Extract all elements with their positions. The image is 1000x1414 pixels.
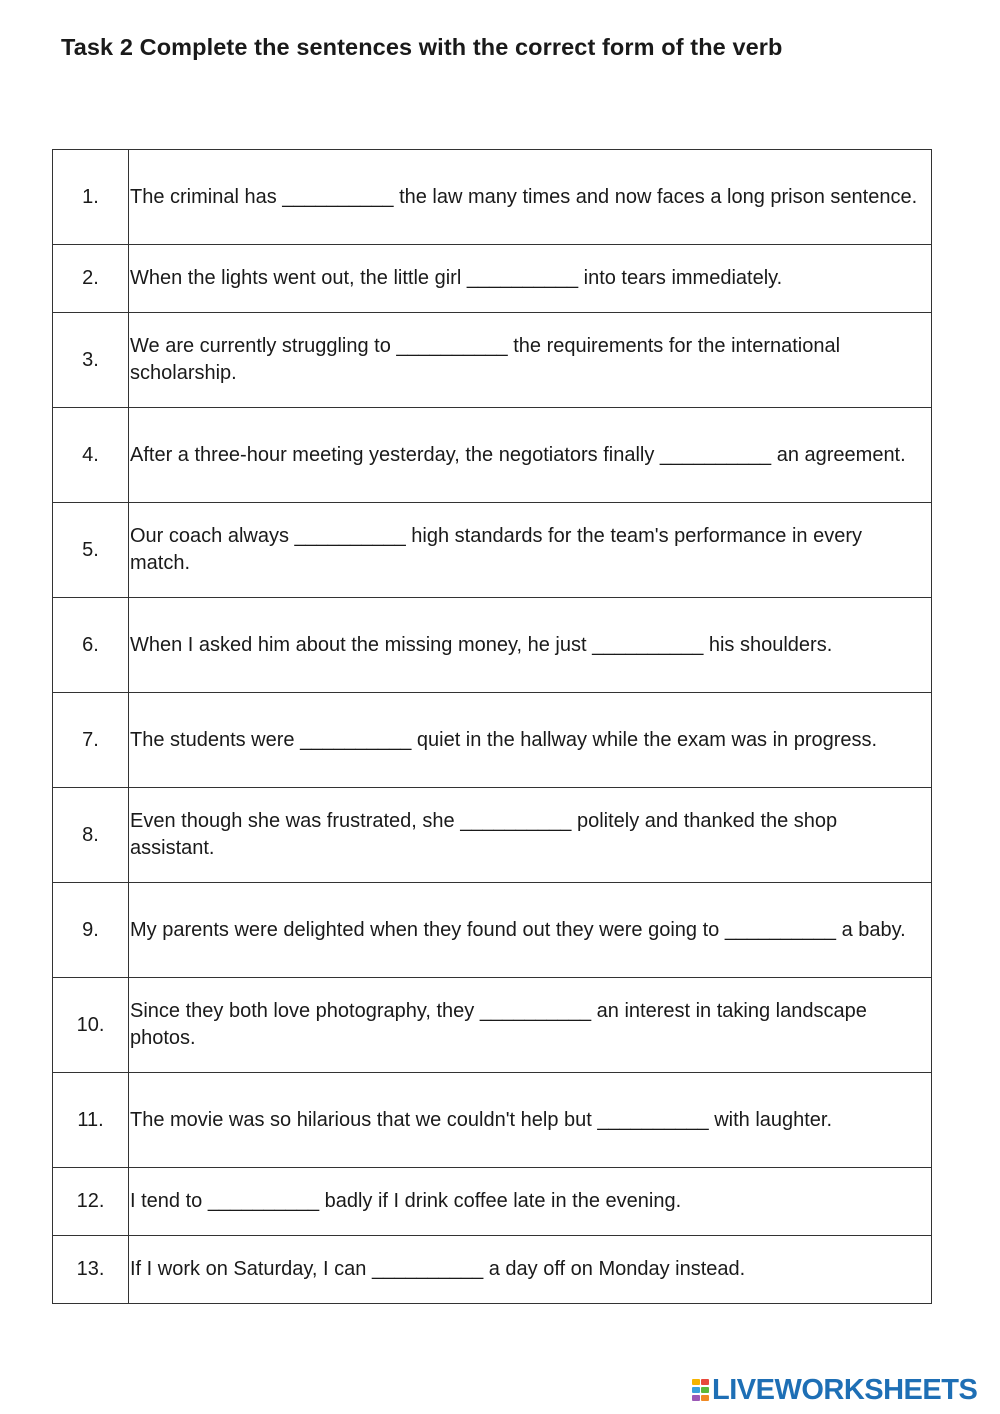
item-number: 3. bbox=[53, 313, 129, 408]
table-row bbox=[53, 788, 932, 883]
table-row bbox=[53, 150, 932, 245]
item-number: 13. bbox=[53, 1236, 129, 1304]
item-sentence: My parents were delighted when they found out they were going to __________ a baby. bbox=[129, 883, 932, 978]
item-sentence: I tend to __________ badly if I drink coffee late in the evening. bbox=[129, 1168, 932, 1236]
item-number: 5. bbox=[53, 503, 129, 598]
item-number: 12. bbox=[53, 1168, 129, 1236]
table-row bbox=[53, 978, 932, 1073]
liveworksheets-logo-icon bbox=[692, 1377, 710, 1403]
item-number: 8. bbox=[53, 788, 129, 883]
table-row bbox=[53, 598, 932, 693]
item-sentence: If I work on Saturday, I can __________ a day off on Monday instead. bbox=[129, 1236, 932, 1304]
item-number: 2. bbox=[53, 245, 129, 313]
item-sentence: After a three-hour meeting yesterday, the negotiators finally __________ an agreement. bbox=[129, 408, 932, 503]
table-row bbox=[53, 1236, 932, 1304]
table-row bbox=[53, 883, 932, 978]
item-number: 7. bbox=[53, 693, 129, 788]
item-sentence: When the lights went out, the little girl __________ into tears immediately. bbox=[129, 245, 932, 313]
item-sentence: Since they both love photography, they __________ an interest in taking landscape photos. bbox=[129, 978, 932, 1073]
table-row bbox=[53, 1168, 932, 1236]
table-row bbox=[53, 313, 932, 408]
exercise-table bbox=[52, 149, 932, 1304]
table-row bbox=[53, 503, 932, 598]
item-number: 11. bbox=[53, 1073, 129, 1168]
item-sentence: We are currently struggling to __________ the requirements for the international scholarship. bbox=[129, 313, 932, 408]
item-number: 9. bbox=[53, 883, 129, 978]
item-sentence: The movie was so hilarious that we couldn't help but __________ with laughter. bbox=[129, 1073, 932, 1168]
item-sentence: Even though she was frustrated, she __________ politely and thanked the shop assistant. bbox=[129, 788, 932, 883]
item-number: 4. bbox=[53, 408, 129, 503]
page-title: Task 2 Complete the sentences with the correct form of the verb bbox=[61, 34, 783, 60]
table-row bbox=[53, 693, 932, 788]
item-sentence: The students were __________ quiet in the hallway while the exam was in progress. bbox=[129, 693, 932, 788]
table-row bbox=[53, 408, 932, 503]
item-sentence: When I asked him about the missing money, he just __________ his shoulders. bbox=[129, 598, 932, 693]
item-number: 1. bbox=[53, 150, 129, 245]
item-number: 10. bbox=[53, 978, 129, 1073]
item-sentence: Our coach always __________ high standards for the team's performance in every match. bbox=[129, 503, 932, 598]
liveworksheets-logo bbox=[692, 1375, 977, 1405]
table-row bbox=[53, 1073, 932, 1168]
liveworksheets-logo-text: LIVEWORKSHEETS bbox=[712, 1374, 978, 1406]
table-row bbox=[53, 245, 932, 313]
item-number: 6. bbox=[53, 598, 129, 693]
item-sentence: The criminal has __________ the law many times and now faces a long prison sentence. bbox=[129, 150, 932, 245]
